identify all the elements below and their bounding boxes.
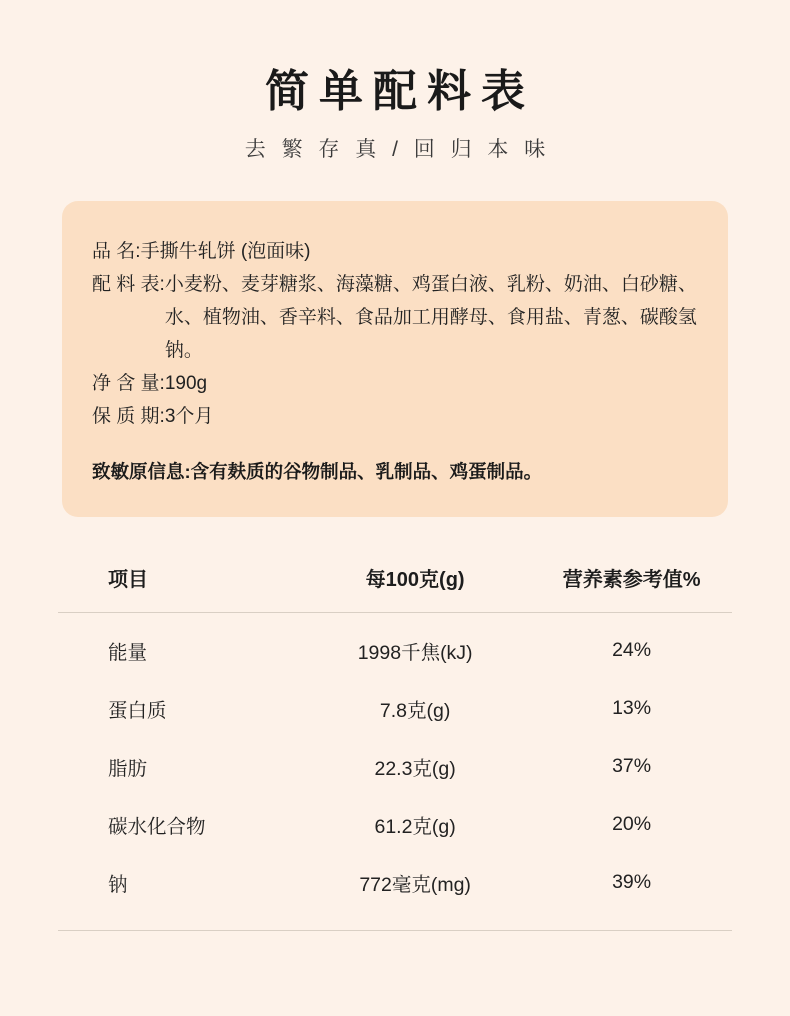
cell-item: 脂肪 <box>108 757 148 780</box>
cell-per100g: 1998千焦(kJ) <box>357 641 473 664</box>
net-weight-value: 190g <box>164 372 208 394</box>
page-title: 简单配料表 <box>265 67 535 116</box>
product-name-value: 手撕牛轧饼 (泡面味) <box>140 240 311 262</box>
cell-item: 碳水化合物 <box>108 815 206 838</box>
table-header-row <box>58 553 732 613</box>
nutrition-facts <box>58 553 732 931</box>
cell-per100g: 61.2克(g) <box>374 815 456 838</box>
cell-nrv: 20% <box>612 813 652 836</box>
cell-nrv: 13% <box>612 697 652 720</box>
table-row <box>58 680 732 738</box>
cell-item: 蛋白质 <box>108 699 167 722</box>
cell-nrv: 24% <box>612 639 652 662</box>
product-name-label: 品 名: <box>92 240 141 262</box>
shelf-life-label: 保 质 期: <box>92 405 165 427</box>
cell-per100g: 22.3克(g) <box>374 757 456 780</box>
table-row <box>58 738 732 796</box>
product-info-card <box>62 201 728 517</box>
cell-item: 钠 <box>108 873 128 896</box>
table-row <box>58 612 732 680</box>
column-header-item: 项目 <box>108 568 148 591</box>
shelf-life-row <box>92 400 698 433</box>
page-subtitle: 去 繁 存 真 / 回 归 本 味 <box>244 137 551 161</box>
nutrition-table-body <box>58 612 732 912</box>
shelf-life-value: 3个月 <box>164 405 214 427</box>
table-row <box>58 854 732 912</box>
net-weight-row <box>92 367 698 400</box>
column-header-nrv: 营养素参考值% <box>562 568 701 591</box>
net-weight-label: 净 含 量: <box>92 372 165 394</box>
product-name-row <box>92 235 698 268</box>
nutrition-table <box>58 553 732 912</box>
ingredients-label: 配 料 表: <box>92 273 165 295</box>
nutrition-table-head <box>58 553 732 613</box>
cell-nrv: 37% <box>612 755 652 778</box>
ingredients-value: 小麦粉、麦芽糖浆、海藻糖、鸡蛋白液、乳粉、奶油、白砂糖、水、植物油、香辛料、食品加工用酵母、食用盐、青葱、碳酸氢钠。 <box>164 273 697 361</box>
page-header <box>0 0 790 163</box>
table-bottom-divider <box>58 930 732 931</box>
allergen-notice: 致敏原信息:含有麸质的谷物制品、乳制品、鸡蛋制品。 <box>92 460 543 482</box>
table-row <box>58 796 732 854</box>
ingredients-row <box>92 268 698 367</box>
cell-nrv: 39% <box>612 871 652 894</box>
cell-per100g: 7.8克(g) <box>379 699 451 722</box>
cell-per100g: 772毫克(mg) <box>359 873 471 896</box>
column-header-per100g: 每100克(g) <box>365 568 465 591</box>
cell-item: 能量 <box>108 641 148 664</box>
